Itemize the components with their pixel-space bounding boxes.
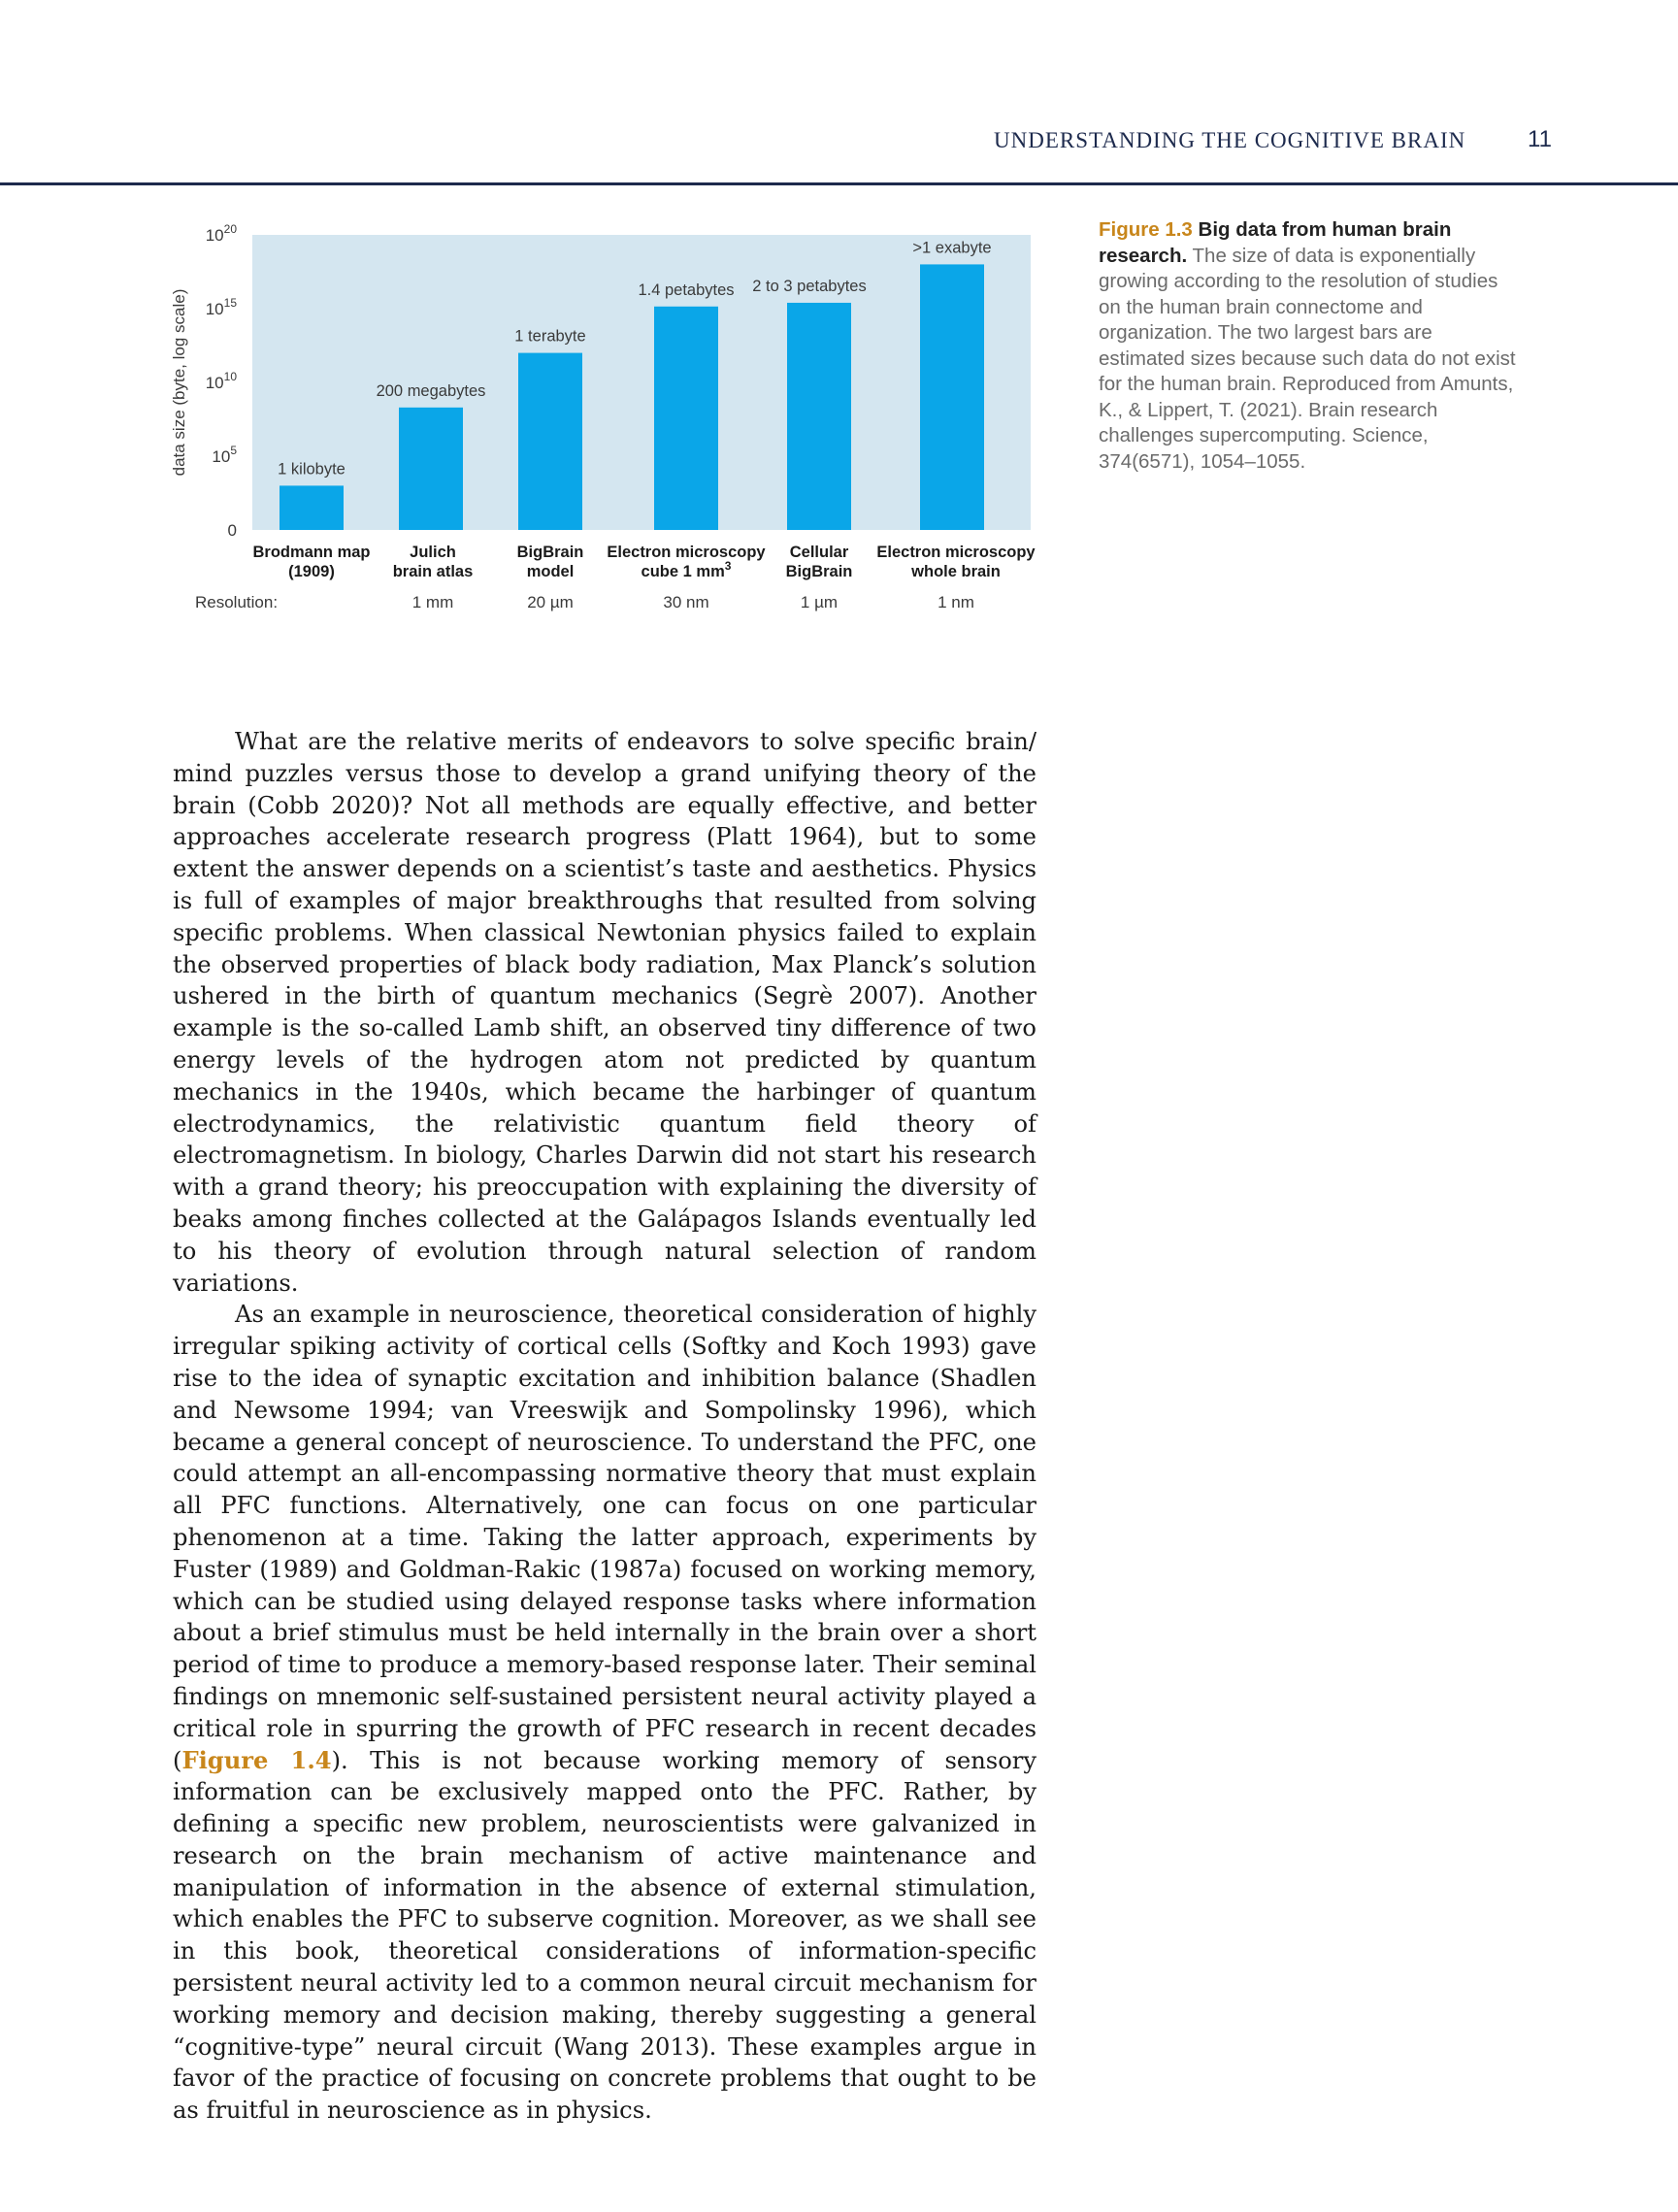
paragraph-2 xyxy=(173,1299,1036,2127)
header-rule xyxy=(0,182,1678,185)
bar-4 xyxy=(787,303,851,530)
y-tick-label-3: $10^5$ xyxy=(212,444,237,466)
bar-chart xyxy=(165,221,1048,629)
paragraph-1: What are the relative merits of endeavors to solve specific brain/ mind puzzles versus those to develop a grand unifying theory of the brain (Cobb 2020)? Not all methods are equally effective, and better approaches accelerate research progress (Platt 1964), but to some extent the answer depends on a scientist’s taste and aesthetics. Physics is full of examples of major breakthroughs that resulted from solving specific problems. When classical Newtonian physics failed to explain the observed properties of black body radiation, Max Planck’s solution ushered in the birth of quantum mechanics (Segrè 2007). Another example is the so-called Lamb shift, an observed tiny difference of two energy levels of the hydrogen atom not predicted by quantum mechanics in the 1940s, which became the harbinger of quantum electrodynamics, the relativistic quantum field theory of electromagnetism. In biology, Charles Darwin did not start his research with a grand theory; his preoccupation with explaining the diversity of beaks among finches collected at the Galápagos Islands eventually led to his theory of evolution through natural selection of random variations. xyxy=(173,728,1036,1297)
running-head xyxy=(0,122,1678,161)
category-label-5-line-1: Electron microscopy xyxy=(876,544,1036,561)
paragraph-2-text-b: ). This is not because working memory of sensory information can be exclusively mapped onto the PFC. Rather, by defining a specific new problem, neuroscientists were galvanized in research on the brain mechanism of active maintenance and manipulation of information in the absence of external stimulation, which enables the PFC to subserve cognition. Moreover, as we shall see in this book, theoretical considerations of information-specific persistent neural activity led to a common neural circuit mechanism for working memory and decision making, thereby suggesting a general “cognitive-type” neural circuit (Wang 2013). These examples argue in favor of the practice of focusing on concrete problems that ought to be as fruitful in neuroscience as in physics. xyxy=(173,1746,1036,2125)
category-label-2-line-2: model xyxy=(526,563,575,580)
y-tick-label-4: 0 xyxy=(227,521,237,540)
caption-text: The size of data is exponentially growing according to the resolution of studies on the human brain connectome and organization. The two largest bars are estimated sizes because such data do not exist for the human brain. Reproduced from Amunts, K., & Lippert, T. (2021). Brain research challenges supercomputing. Science, 374(6571), 1054–1055. xyxy=(1099,244,1516,473)
resolution-value-4: 1 µm xyxy=(800,593,839,611)
bar-value-label-5: >1 exabyte xyxy=(912,239,992,257)
bar-value-label-3: 1.4 petabytes xyxy=(638,281,735,299)
body-text xyxy=(173,726,1036,2127)
resolution-value-5: 1 nm xyxy=(938,593,974,611)
figure-1-3 xyxy=(165,221,1048,629)
category-label-4-line-2: BigBrain xyxy=(785,563,853,580)
bar-0 xyxy=(280,485,344,530)
category-label-0-line-1: Brodmann map xyxy=(252,544,371,561)
paragraph-2-text-a: As an example in neuroscience, theoretical consideration of highly irregular spiking activity of cortical cells (Softky and Koch 1993) gave rise to the idea of synaptic excitation and inhibition balance (Shadlen and Newsome 1994; van Vreeswijk and Sompolinsky 1996), which became a general concept of neuroscience. To understand the PFC, one could attempt an all-encompassing normative theory that must explain all PFC functions. Alternatively, one can focus on one particular phenomenon at a time. Taking the latter approach, experiments by Fuster (1989) and Goldman-Rakic (1987a) focused on working memory, which can be studied using delayed response tasks where information about a brief stimulus must be held internally in the brain over a short period of time to produce a memory-based response later. Their seminal findings on mnemonic self-sustained persistent neural activity played a critical role in spurring the growth of PFC research in recent decades ( xyxy=(173,1301,1036,1774)
resolution-value-2: 20 µm xyxy=(527,593,574,611)
bar-2 xyxy=(518,353,582,530)
y-axis-label: data size (byte, log scale) xyxy=(170,288,188,477)
category-label-2-line-1: BigBrain xyxy=(516,544,584,561)
caption-title: Big data from human brain research. xyxy=(1099,218,1452,267)
figure-1-4-link[interactable]: Figure 1.4 xyxy=(181,1745,332,1774)
bar-1 xyxy=(399,408,463,530)
bar-5 xyxy=(920,264,984,530)
category-label-0-line-2: (1909) xyxy=(288,563,335,580)
plot-background xyxy=(252,235,1031,530)
bar-value-label-4: 2 to 3 petabytes xyxy=(752,277,867,295)
page-number: 11 xyxy=(1528,126,1552,152)
bar-3 xyxy=(654,307,718,530)
bar-value-label-0: 1 kilobyte xyxy=(278,460,345,479)
resolution-label: Resolution: xyxy=(195,593,279,611)
running-title: UNDERSTANDING THE COGNITIVE BRAIN xyxy=(994,128,1466,152)
y-tick-label-0: $10^{20}$ xyxy=(205,222,237,245)
category-label-4-line-1: Cellular xyxy=(789,544,849,561)
resolution-value-3: 30 nm xyxy=(663,593,709,611)
caption-figure-label: Figure 1.3 xyxy=(1099,218,1193,241)
category-label-1-line-1: Julich xyxy=(410,544,456,561)
figure-caption xyxy=(1099,217,1516,475)
bar-value-label-1: 200 megabytes xyxy=(376,381,486,400)
bar-value-label-2: 1 terabyte xyxy=(514,327,586,346)
y-tick-label-2: $10^{10}$ xyxy=(205,370,237,392)
resolution-value-1: 1 mm xyxy=(411,593,454,611)
category-label-5-line-2: whole brain xyxy=(911,563,1001,580)
category-label-1-line-2: brain atlas xyxy=(392,563,474,580)
category-label-3-line-1: Electron microscopy xyxy=(607,544,766,561)
category-label-3-line-2: cube 1 $mm^3$ xyxy=(641,559,732,580)
y-tick-label-1: $10^{15}$ xyxy=(205,296,237,318)
